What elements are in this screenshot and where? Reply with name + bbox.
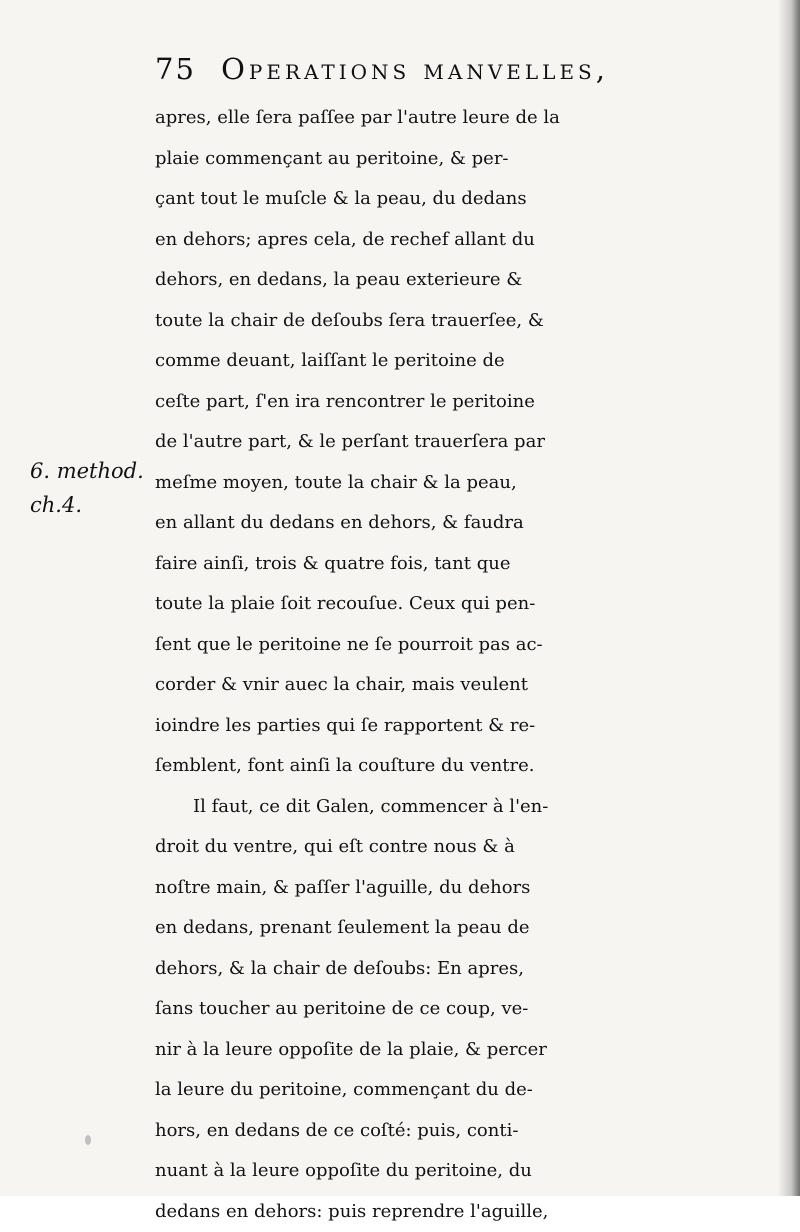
page-gutter-shadow <box>778 0 800 1196</box>
text-line: ſent que le peritoine ne ſe pourroit pas ac- <box>155 625 755 666</box>
text-line: dedans en dehors: puis reprendre l'aguille, <box>155 1192 755 1232</box>
text-line: nuant à la leure oppoſite du peritoine, du <box>155 1151 755 1192</box>
text-line: ioindre les parties qui ſe rapportent & re- <box>155 706 755 747</box>
text-line: dehors, en dedans, la peau exterieure & <box>155 260 755 301</box>
text-line: toute la plaie ſoit recouſue. Ceux qui pen- <box>155 584 755 625</box>
text-line: la leure du peritoine, commençant du de- <box>155 1070 755 1111</box>
body-text <box>155 98 755 1232</box>
text-line: corder & vnir auec la chair, mais veulent <box>155 665 755 706</box>
text-line: ſemblent, font ainſi la couſture du ventre. <box>155 746 755 787</box>
ink-speck <box>85 1135 91 1145</box>
text-line: Il faut, ce dit Galen, commencer à l'en- <box>155 787 755 828</box>
text-line: apres, elle ſera paſſee par l'autre leure de la <box>155 98 755 139</box>
text-line: comme deuant, laiſſant le peritoine de <box>155 341 755 382</box>
text-line: çant tout le muſcle & la peau, du dedans <box>155 179 755 220</box>
text-line: en allant du dedans en dehors, & faudra <box>155 503 755 544</box>
marginal-note-line: ch.4. <box>30 488 150 522</box>
text-line: de l'autre part, & le perſant trauerſera par <box>155 422 755 463</box>
running-title: Operations manvelles, <box>221 52 609 86</box>
text-line: dehors, & la chair de deſoubs: En apres, <box>155 949 755 990</box>
marginal-note <box>30 454 150 522</box>
text-line: noſtre main, & paſſer l'aguille, du dehors <box>155 868 755 909</box>
show-through-text <box>30 100 140 660</box>
text-line: en dehors; apres cela, de rechef allant du <box>155 220 755 261</box>
text-line: toute la chair de deſoubs ſera trauerſee, & <box>155 301 755 342</box>
text-line: plaie commençant au peritoine, & per- <box>155 139 755 180</box>
text-line: meſme moyen, toute la chair & la peau, <box>155 463 755 504</box>
text-line: hors, en dedans de ce coſté: puis, conti- <box>155 1111 755 1152</box>
marginal-note-line: 6. method. <box>30 454 150 488</box>
running-header <box>155 52 755 96</box>
text-line: faire ainſi, trois & quatre fois, tant que <box>155 544 755 585</box>
text-line: en dedans, prenant ſeulement la peau de <box>155 908 755 949</box>
text-line: nir à la leure oppoſite de la plaie, & percer <box>155 1030 755 1071</box>
page-number: 75 <box>155 52 196 86</box>
text-line: ceſte part, ſ'en ira rencontrer le peritoine <box>155 382 755 423</box>
text-line: ſans toucher au peritoine de ce coup, ve- <box>155 989 755 1030</box>
text-line: droit du ventre, qui eſt contre nous & à <box>155 827 755 868</box>
